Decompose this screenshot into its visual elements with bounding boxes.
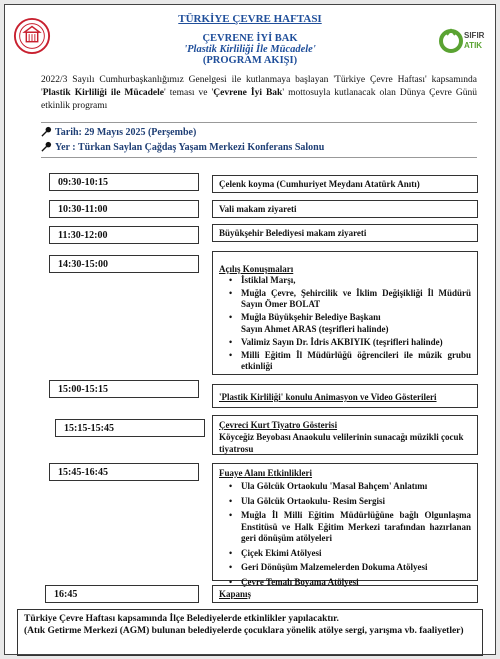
pin-icon [41, 141, 52, 152]
list-item: • Milli Eğitim İl Müdürlüğü öğrencileri ile müzik grubu etkinliği [241, 350, 471, 373]
time-slot: 15:00-15:15 [49, 380, 199, 398]
page-title: TÜRKİYE ÇEVRE HAFTASI [178, 13, 322, 25]
divider-bottom [41, 157, 477, 158]
intro-part3: ' mottosuyla kutlanacak olan Dünya Çevre Günü etkinlik programı [41, 88, 477, 111]
footer-line2: (Atık Getirme Merkezi (AGM) bulunan belediyelerde çocuklara yönelik atölye sergi, yarışma vb. faaliyetler) [24, 626, 464, 636]
intro-bold2: Çevrene İyi Bak [213, 88, 283, 98]
event-heading: Çevreci Kurt Tiyatro Gösterisi [219, 420, 338, 430]
event-date-text: Tarih: 29 Mayıs 2025 (Perşembe) [55, 127, 197, 138]
event-heading: Fuaye Alanı Etkinlikleri [219, 468, 313, 478]
list-item: • Geri Dönüşüm Malzemelerden Dokuma Atölyesi [241, 562, 471, 574]
page-subtitle [5, 33, 495, 66]
subtitle-program: (PROGRAM AKIŞI) [202, 55, 298, 66]
opening-list-cont [219, 337, 471, 373]
event-description: Köyceğiz Beyobası Anaokulu velilerinin sunacağı müzikli çocuk tiyatrosu [219, 432, 464, 454]
list-item: • Valimiz Sayın Dr. İdris AKBIYIK (teşrifleri halinde) [241, 337, 471, 349]
footer-note [17, 609, 483, 656]
time-slot: 11:30-12:00 [49, 226, 199, 244]
time-slot: 15:15-15:45 [55, 419, 205, 437]
event-item: Vali makam ziyareti [212, 200, 478, 218]
event-item: Çelenk koyma (Cumhuriyet Meydanı Atatürk Anıtı) [212, 175, 478, 193]
logo-text-sifir: SIFIR [464, 31, 485, 40]
list-item: • Ula Gölcük Ortaokulu 'Masal Bahçem' Anlatımı [241, 481, 471, 493]
logo-text-atik: ATIK [464, 41, 483, 50]
footer-line1: Türkiye Çevre Haftası kapsamında İlçe Belediyelerde etkinlikler yapılacaktır. [24, 614, 339, 624]
event-place-text: Yer : Türkan Saylan Çağdaş Yaşam Merkezi Konferans Salonu [55, 142, 325, 153]
intro-part1: 2022/3 Sayılı Cumhurbaşkanlığımız Genelgesi ile kutlanmaya başlayan 'Türkiye Çevre Haftası' kapsamında ' [41, 75, 477, 98]
list-item: • Çevre Temalı Boyama Atölyesi [241, 577, 471, 589]
time-slot: 15:45-16:45 [49, 463, 199, 481]
time-slot: 09:30-10:15 [49, 173, 199, 191]
event-block-opening [212, 251, 478, 375]
list-item: • İstiklal Marşı, [241, 275, 471, 287]
speaker-name: Sayın Ahmet ARAS (teşrifleri halinde) [241, 324, 389, 334]
list-item: • Muğla Çevre, Şehircilik ve İklim Değişikliği İl Müdürü Sayın Ömer BOLAT [241, 288, 471, 311]
list-item: • Çiçek Ekimi Atölyesi [241, 548, 471, 560]
list-item: • Muğla İl Milli Eğitim Müdürlüğüne bağlı Olgunlaşma Enstitüsü ve Halk Eğitim Merkezi tarafından hazırlanan geri dönüşüm atölyeleri [241, 510, 471, 545]
subtitle-motto: ÇEVRENE İYİ BAK [202, 33, 298, 44]
foyer-list [219, 481, 471, 588]
subtitle-theme: 'Plastik Kirliliği İle Mücadele' [184, 44, 316, 55]
program-page [4, 4, 496, 655]
event-block-foyer [212, 463, 478, 587]
time-slot: 14:30-15:00 [49, 255, 199, 273]
pin-icon [41, 126, 52, 137]
list-item: • Ula Gölcük Ortaokulu- Resim Sergisi [241, 496, 471, 508]
event-place [41, 141, 324, 153]
event-item: 'Plastik Kirliliği' konulu Animasyon ve Video Gösterileri [212, 384, 478, 408]
event-date [41, 126, 196, 138]
intro-paragraph [41, 74, 477, 113]
event-item: Kapanış [212, 585, 478, 603]
event-block-theatre [212, 415, 478, 455]
event-item: Büyükşehir Belediyesi makam ziyareti [212, 224, 478, 242]
list-item: • Muğla Büyükşehir Belediye Başkanı [241, 312, 471, 324]
opening-list [219, 275, 471, 323]
divider-top [41, 122, 477, 123]
time-slot: 16:45 [45, 585, 199, 603]
event-heading: Açılış Konuşmaları [219, 264, 294, 274]
intro-part2: ' teması ve ' [164, 88, 214, 98]
intro-bold1: Plastik Kirliliği ile Mücadele [42, 88, 165, 98]
time-slot: 10:30-11:00 [49, 200, 199, 218]
